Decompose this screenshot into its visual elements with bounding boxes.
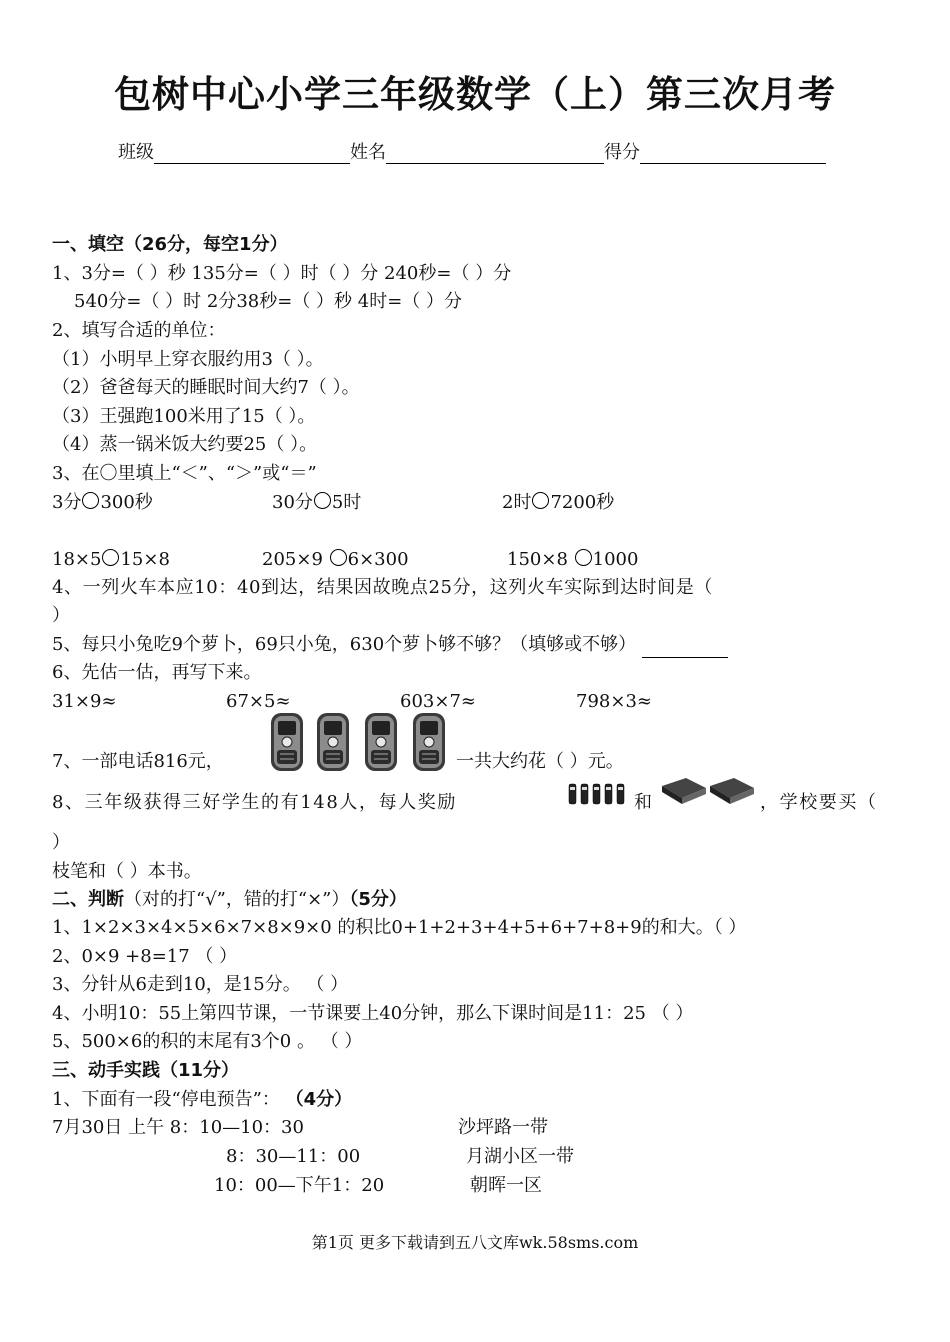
question-1b: 540分=（ ）时 2分38秒=（ ）秒 4时=（ ）分 xyxy=(74,291,463,312)
name-label: 姓名 xyxy=(350,142,386,163)
question-4-close: ） xyxy=(52,605,70,626)
question-8e: 枝笔和（ ）本书。 xyxy=(52,861,202,882)
practice-1: 1、下面有一段“停电预告”： （4分） xyxy=(52,1089,353,1110)
section-1-heading: 一、填空（26分，每空1分） xyxy=(52,234,288,255)
outage-time-2: 8：30—11：00 xyxy=(226,1146,361,1167)
score-label: 得分 xyxy=(604,142,640,163)
compare-6: 150×8 1000 xyxy=(507,549,639,570)
class-field[interactable] xyxy=(154,143,350,164)
judge-1: 1、1×2×3×4×5×6×7×8×9×0 的积比0+1+2+3+4+5+6+7+8+9的和大。（ ） xyxy=(52,917,747,938)
question-2-4: （4）蒸一锅米饭大约要25（ ）。 xyxy=(52,434,318,455)
section-2-heading: 二、判断（对的打“√”，错的打“×”）（5分） xyxy=(52,889,407,910)
compare-circle[interactable] xyxy=(330,549,347,566)
estimate-4: 798×3≈ xyxy=(576,691,652,712)
compare-circle[interactable] xyxy=(532,492,549,509)
question-1a: 1、3分=（ ）秒 135分=（ ）时（ ）分 240秒=（ ）分 xyxy=(52,263,512,284)
phone-icon xyxy=(314,712,352,772)
phone-icon xyxy=(362,712,400,772)
compare-circle[interactable] xyxy=(314,492,331,509)
class-label: 班级 xyxy=(118,142,154,163)
compare-circle[interactable] xyxy=(82,492,99,509)
name-field[interactable] xyxy=(386,143,604,164)
student-info-row xyxy=(118,138,878,164)
outage-time-1: 7月30日 上午 8：10—10：30 xyxy=(52,1117,304,1138)
section-3-heading: 三、动手实践（11分） xyxy=(52,1060,240,1081)
estimate-3: 603×7≈ xyxy=(400,691,476,712)
estimate-2: 67×5≈ xyxy=(226,691,291,712)
outage-place-1: 沙坪路一带 xyxy=(458,1117,548,1138)
compare-circle[interactable] xyxy=(575,549,592,566)
estimate-1: 31×9≈ xyxy=(52,691,117,712)
compare-4: 18×5 15×8 xyxy=(52,549,170,570)
question-4: 4、一列火车本应10：40到达，结果因故晚点25分，这列火车实际到达时间是（ xyxy=(52,577,713,598)
judge-4: 4、小明10：55上第四节课，一节课要上40分钟，那么下课时间是11：25 （ ） xyxy=(52,1003,694,1024)
judge-2: 2、0×9 +8=17 （ ） xyxy=(52,946,238,967)
question-5: 5、每只小兔吃9个萝卜，69只小兔，630个萝卜够不够？（填够或不够） xyxy=(52,632,728,658)
score-field[interactable] xyxy=(640,143,826,164)
compare-2: 30分 5时 xyxy=(272,492,362,513)
question-7a: 7、一部电话816元， xyxy=(52,751,224,772)
judge-5: 5、500×6的积的末尾有3个0 。 （ ） xyxy=(52,1031,363,1052)
question-2: 2、填写合适的单位： xyxy=(52,320,226,341)
compare-circle[interactable] xyxy=(102,549,119,566)
compare-5: 205×9 6×300 xyxy=(262,549,409,570)
question-3: 3、在〇里填上“＜”、“＞”或“＝” xyxy=(52,463,317,484)
compare-1: 3分 300秒 xyxy=(52,492,153,513)
pens-icon xyxy=(566,780,628,810)
outage-place-2: 月湖小区一带 xyxy=(466,1146,574,1167)
question-2-3: （3）王强跑100米用了15（ ）。 xyxy=(52,406,316,427)
question-8c: ，学校要买（ xyxy=(760,792,878,813)
question-2-1: （1）小明早上穿衣服约用3（ ）。 xyxy=(52,349,324,370)
question-7b: 一共大约花（ ）元。 xyxy=(456,751,624,772)
page-footer: 第1页 更多下载请到五八文库wk.58sms.com xyxy=(311,1233,639,1252)
page-title: 包树中心小学三年级数学（上）第三次月考 xyxy=(114,73,836,116)
answer-blank[interactable] xyxy=(642,637,728,658)
phone-icon xyxy=(410,712,448,772)
book-icon xyxy=(708,776,756,806)
phone-icon xyxy=(268,712,306,772)
outage-place-3: 朝晖一区 xyxy=(470,1175,542,1196)
question-8b: 和 xyxy=(634,792,652,813)
compare-3: 2时 7200秒 xyxy=(502,492,615,513)
question-8-close: ） xyxy=(52,832,70,853)
judge-3: 3、分针从6走到10，是15分。 （ ） xyxy=(52,974,349,995)
question-6: 6、先估一估，再写下来。 xyxy=(52,662,262,683)
question-8a: 8、三年级获得三好学生的有148人，每人奖励 xyxy=(52,792,458,813)
question-2-2: （2）爸爸每天的睡眠时间大约7（ ）。 xyxy=(52,377,360,398)
book-icon xyxy=(660,776,708,806)
outage-time-3: 10：00—下午1：20 xyxy=(214,1175,385,1196)
